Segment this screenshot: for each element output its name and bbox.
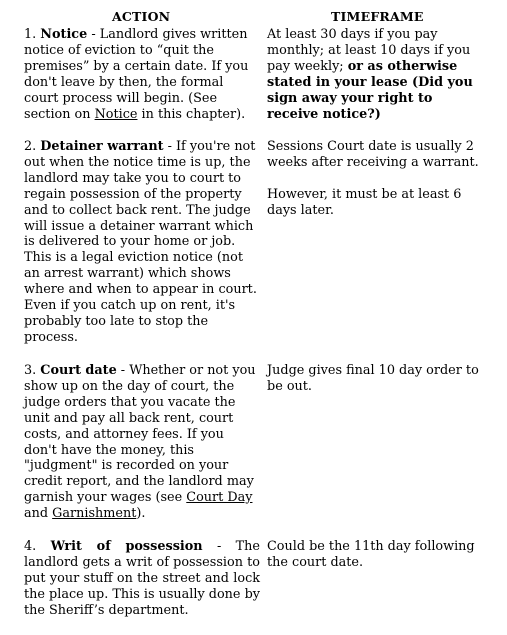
- header-action: ACTION: [112, 9, 171, 24]
- court-day-link[interactable]: Court Day: [186, 490, 253, 506]
- row-4-timeframe-text: Could be the 11th day following the court date.: [267, 539, 475, 570]
- row-4-timeframe: [267, 539, 479, 571]
- row-2-timeframe-p1: Sessions Court date is usually 2 weeks after receiving a warrant.: [267, 139, 479, 170]
- row-3-text: - Whether or not you show up on the day of court, the judge orders that you vacate the unit and pay all back rent, court costs, and attorney fees. If you don't have the money, this "judgment" is recorded on your credit report, and the landlord may garnish your wages (see: [24, 363, 256, 506]
- row-4-action: [24, 539, 260, 619]
- row-4-number: 4.: [24, 539, 37, 554]
- row-1-number: 1.: [24, 27, 37, 42]
- row-3-timeframe: [267, 363, 479, 395]
- notice-link[interactable]: Notice: [94, 106, 138, 122]
- row-3-title: Court date: [40, 363, 117, 378]
- garnishment-link[interactable]: Garnishment: [52, 506, 137, 522]
- row-2-number: 2.: [24, 139, 37, 154]
- row-3-number: 3.: [24, 363, 37, 378]
- row-2-timeframe: [267, 139, 479, 219]
- row-1-action: [24, 27, 260, 122]
- row-2-text: - If you're not out when the notice time is up, the landlord may take you to court to regain possession of the property and to collect back rent. The judge will issue a detainer warrant which is delivered to your home or job. This is a legal eviction notice (not an arrest warrant) which shows where and when to appear in court. Even if you catch up on rent, it's probably too late to stop the process.: [24, 139, 257, 345]
- row-1-timeframe: [267, 27, 479, 122]
- row-1-timeframe-bold: or as otherwise stated in your lease (Did you sign away your right to receive notice?): [267, 58, 473, 122]
- row-2-timeframe-p2: However, it must be at least 6 days later.: [267, 186, 462, 218]
- row-4-title: Writ of possession: [50, 539, 203, 554]
- row-3-text-end: ).: [136, 506, 146, 522]
- header-timeframe: TIMEFRAME: [331, 9, 424, 24]
- row-1-timeframe-text: At least 30 days if you pay monthly; at least 10 days if you pay weekly;: [267, 27, 471, 74]
- row-3-text-and: and: [24, 506, 53, 522]
- row-1-text: - Landlord gives written notice of eviction to “quit the premises” by a certain date. If you don't leave by then, the formal court process will begin. (See section on: [24, 27, 249, 122]
- row-3-timeframe-text: Judge gives final 10 day order to be out.: [267, 363, 479, 394]
- row-3-action: [24, 363, 260, 522]
- row-2-title: Detainer warrant: [40, 139, 164, 154]
- row-1-title: Notice: [40, 27, 88, 42]
- row-4-text: - The landlord gets a writ of possession to put your stuff on the street and lock the place up. This is usually done by the Sheriff’s department.: [24, 539, 260, 618]
- row-2-action: [24, 139, 260, 346]
- row-1-text-end: in this chapter).: [137, 106, 246, 122]
